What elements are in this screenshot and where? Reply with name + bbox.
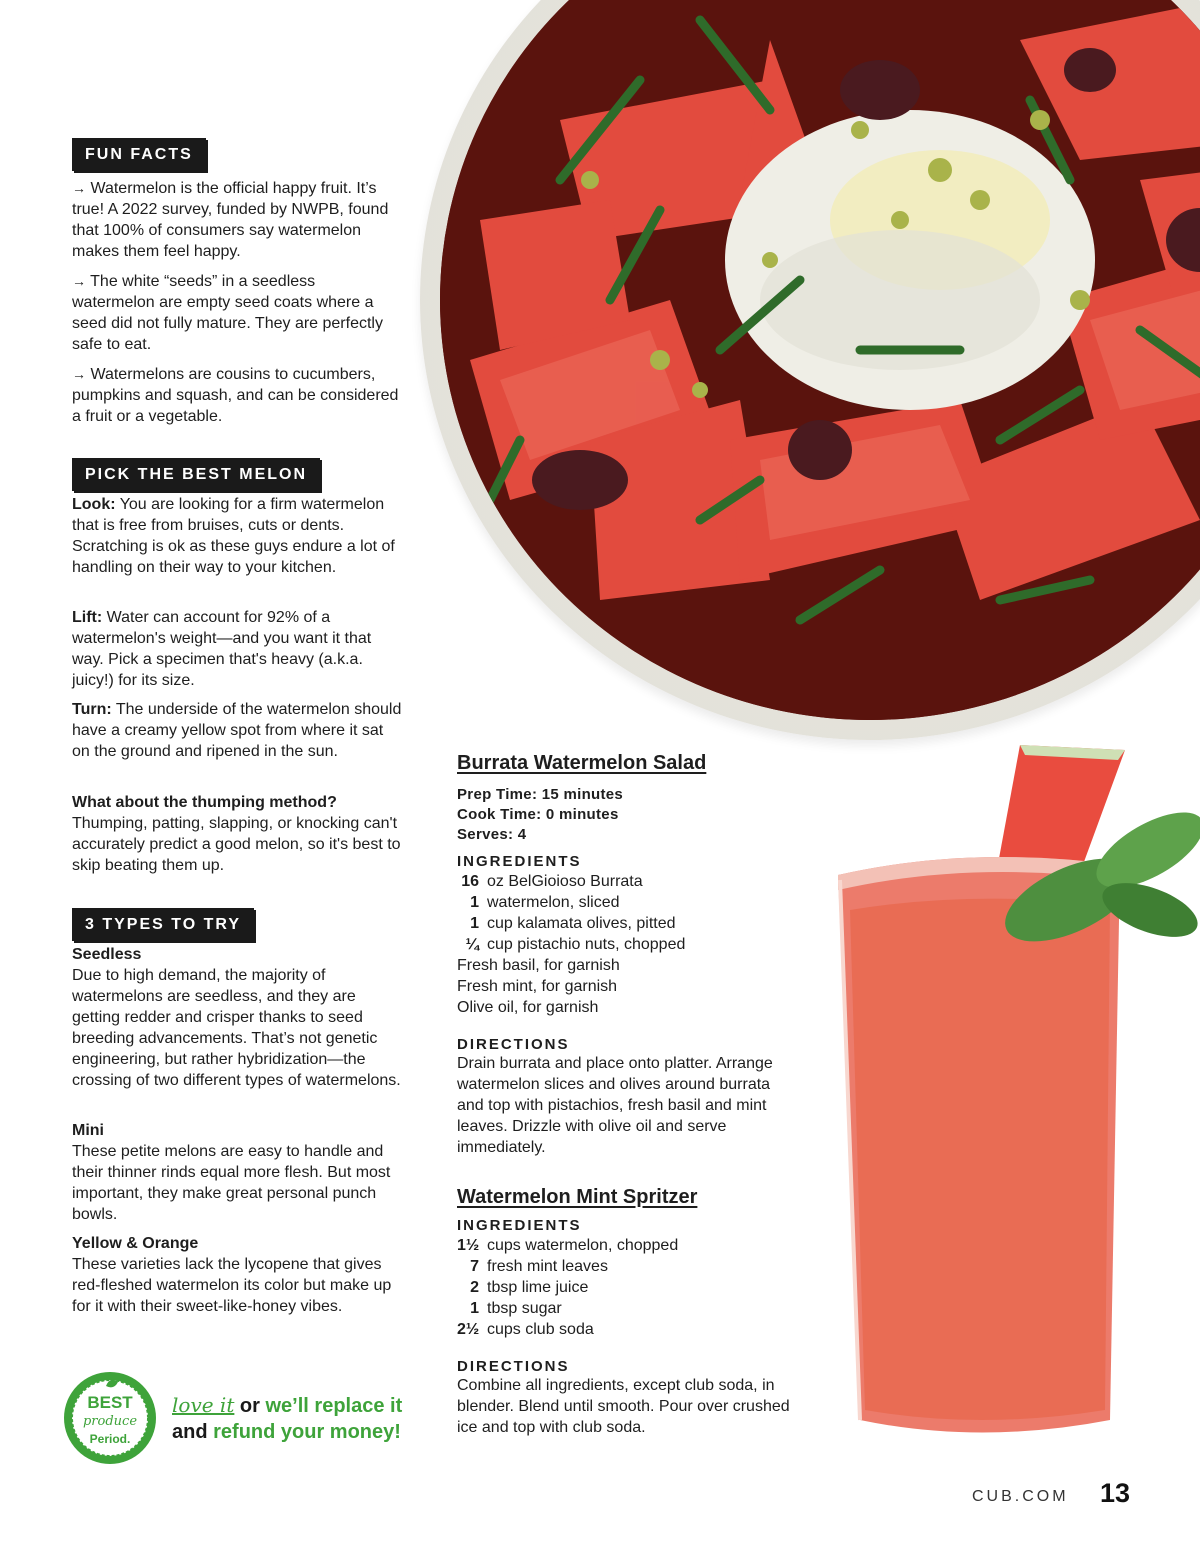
- ingredient-list: [457, 871, 797, 1018]
- fun-fact-3: → Watermelons are cousins to cucumbers, pumpkins and squash, and can be considered a fruit or a vegetable.: [72, 366, 399, 425]
- arrow-icon: →: [72, 273, 86, 289]
- recipe-mint-spritzer: [457, 1186, 797, 1438]
- serves: Serves: 4: [457, 826, 527, 843]
- ingredient: 1 watermelon, sliced: [470, 894, 620, 911]
- site-url[interactable]: CUB.COM: [972, 1488, 1069, 1505]
- ingredients-heading: INGREDIENTS: [457, 1217, 582, 1234]
- pick-best-heading: PICK THE BEST MELON: [72, 458, 320, 491]
- ingredient: 2½ cups club soda: [457, 1321, 594, 1338]
- directions-text: Drain burrata and place onto platter. Arrange watermelon slices and olives around burrata and top with pistachios, fresh basil and mint leaves. Drizzle with olive oil and serve immediately.: [457, 1055, 773, 1156]
- tip-look: Look: You are looking for a firm watermelon that is free from bruises, cuts or dents. Scratching is ok as these guys endure a lot of handling on their way to your kitchen.: [72, 496, 395, 576]
- fun-fact-1: → Watermelon is the official happy fruit. It’s true! A 2022 survey, funded by NWPB, found that 100% of consumers say watermelon makes them feel happy.: [72, 180, 389, 260]
- arrow-icon: →: [72, 180, 86, 196]
- ingredient: 2 tbsp lime juice: [470, 1279, 589, 1296]
- type-yellow-orange: Yellow & Orange These varieties lack the lycopene that gives red-fleshed watermelon its color but make up for it with their sweet-like-honey vibes.: [72, 1235, 392, 1315]
- tip-lift: Lift: Water can account for 92% of a watermelon's weight—and you want it that way. Pick a specimen that's heavy (a.k.a. juicy!) for its size.: [72, 609, 372, 689]
- directions-heading: DIRECTIONS: [457, 1358, 570, 1375]
- recipe-burrata-salad: [457, 752, 797, 1158]
- spritzer-glass-photo: [820, 730, 1200, 1450]
- page-number: 13: [1100, 1478, 1131, 1508]
- directions-heading: DIRECTIONS: [457, 1036, 570, 1053]
- salad-illustration: [440, 0, 1200, 720]
- salad-bowl-photo: [420, 0, 1200, 740]
- recipe-title: Burrata Watermelon Salad: [457, 752, 707, 774]
- ingredient: 7 fresh mint leaves: [470, 1258, 608, 1275]
- ingredient-list: [457, 1235, 797, 1340]
- type-mini: Mini These petite melons are easy to handle and their thinner rinds equal more flesh. But most important, they make great personal punch bowls.: [72, 1122, 391, 1223]
- tip-turn: Turn: The underside of the watermelon should have a creamy yellow spot from where it sat on the ground and ripened in the sun.: [72, 701, 402, 760]
- tip-thumping: What about the thumping method? Thumping, patting, slapping, or knocking can't accurately predict a good melon, so it's best to skip beating them up.: [72, 794, 401, 874]
- ingredient: Olive oil, for garnish: [457, 999, 599, 1016]
- best-produce-badge: BEST produce Period.: [62, 1370, 158, 1466]
- ingredients-heading: INGREDIENTS: [457, 853, 582, 870]
- type-seedless: Seedless Due to high demand, the majority of watermelons are seedless, and they are getting redder and crisper thanks to seed breeding advancements. That’s not genetic engineering, but rather hybridization—the crossing of two different types of watermelons.: [72, 946, 401, 1089]
- ingredient: 16 oz BelGioioso Burrata: [461, 873, 643, 890]
- ingredient: ¼ cup pistachio nuts, chopped: [465, 936, 686, 953]
- fun-facts-heading: FUN FACTS: [72, 138, 206, 171]
- ingredient: Fresh mint, for garnish: [457, 978, 618, 995]
- types-heading: 3 TYPES TO TRY: [72, 908, 254, 941]
- arrow-icon: →: [72, 366, 86, 382]
- ingredient: 1½ cups watermelon, chopped: [457, 1237, 679, 1254]
- ingredient: 1 tbsp sugar: [470, 1300, 562, 1317]
- recipe-title: Watermelon Mint Spritzer: [457, 1186, 698, 1208]
- ingredient: Fresh basil, for garnish: [457, 957, 620, 974]
- promo-guarantee: love it or we’ll replace it and refund your money!: [172, 1393, 403, 1443]
- directions-text: Combine all ingredients, except club soda, in blender. Blend until smooth. Pour over crushed ice and top with club soda.: [457, 1377, 790, 1436]
- prep-time: Prep Time: 15 minutes: [457, 786, 624, 803]
- cook-time: Cook Time: 0 minutes: [457, 806, 619, 823]
- fun-fact-2: → The white “seeds” in a seedless watermelon are empty seed coats where a seed did not fully mature. They are perfectly safe to eat.: [72, 273, 383, 353]
- ingredient: 1 cup kalamata olives, pitted: [470, 915, 676, 932]
